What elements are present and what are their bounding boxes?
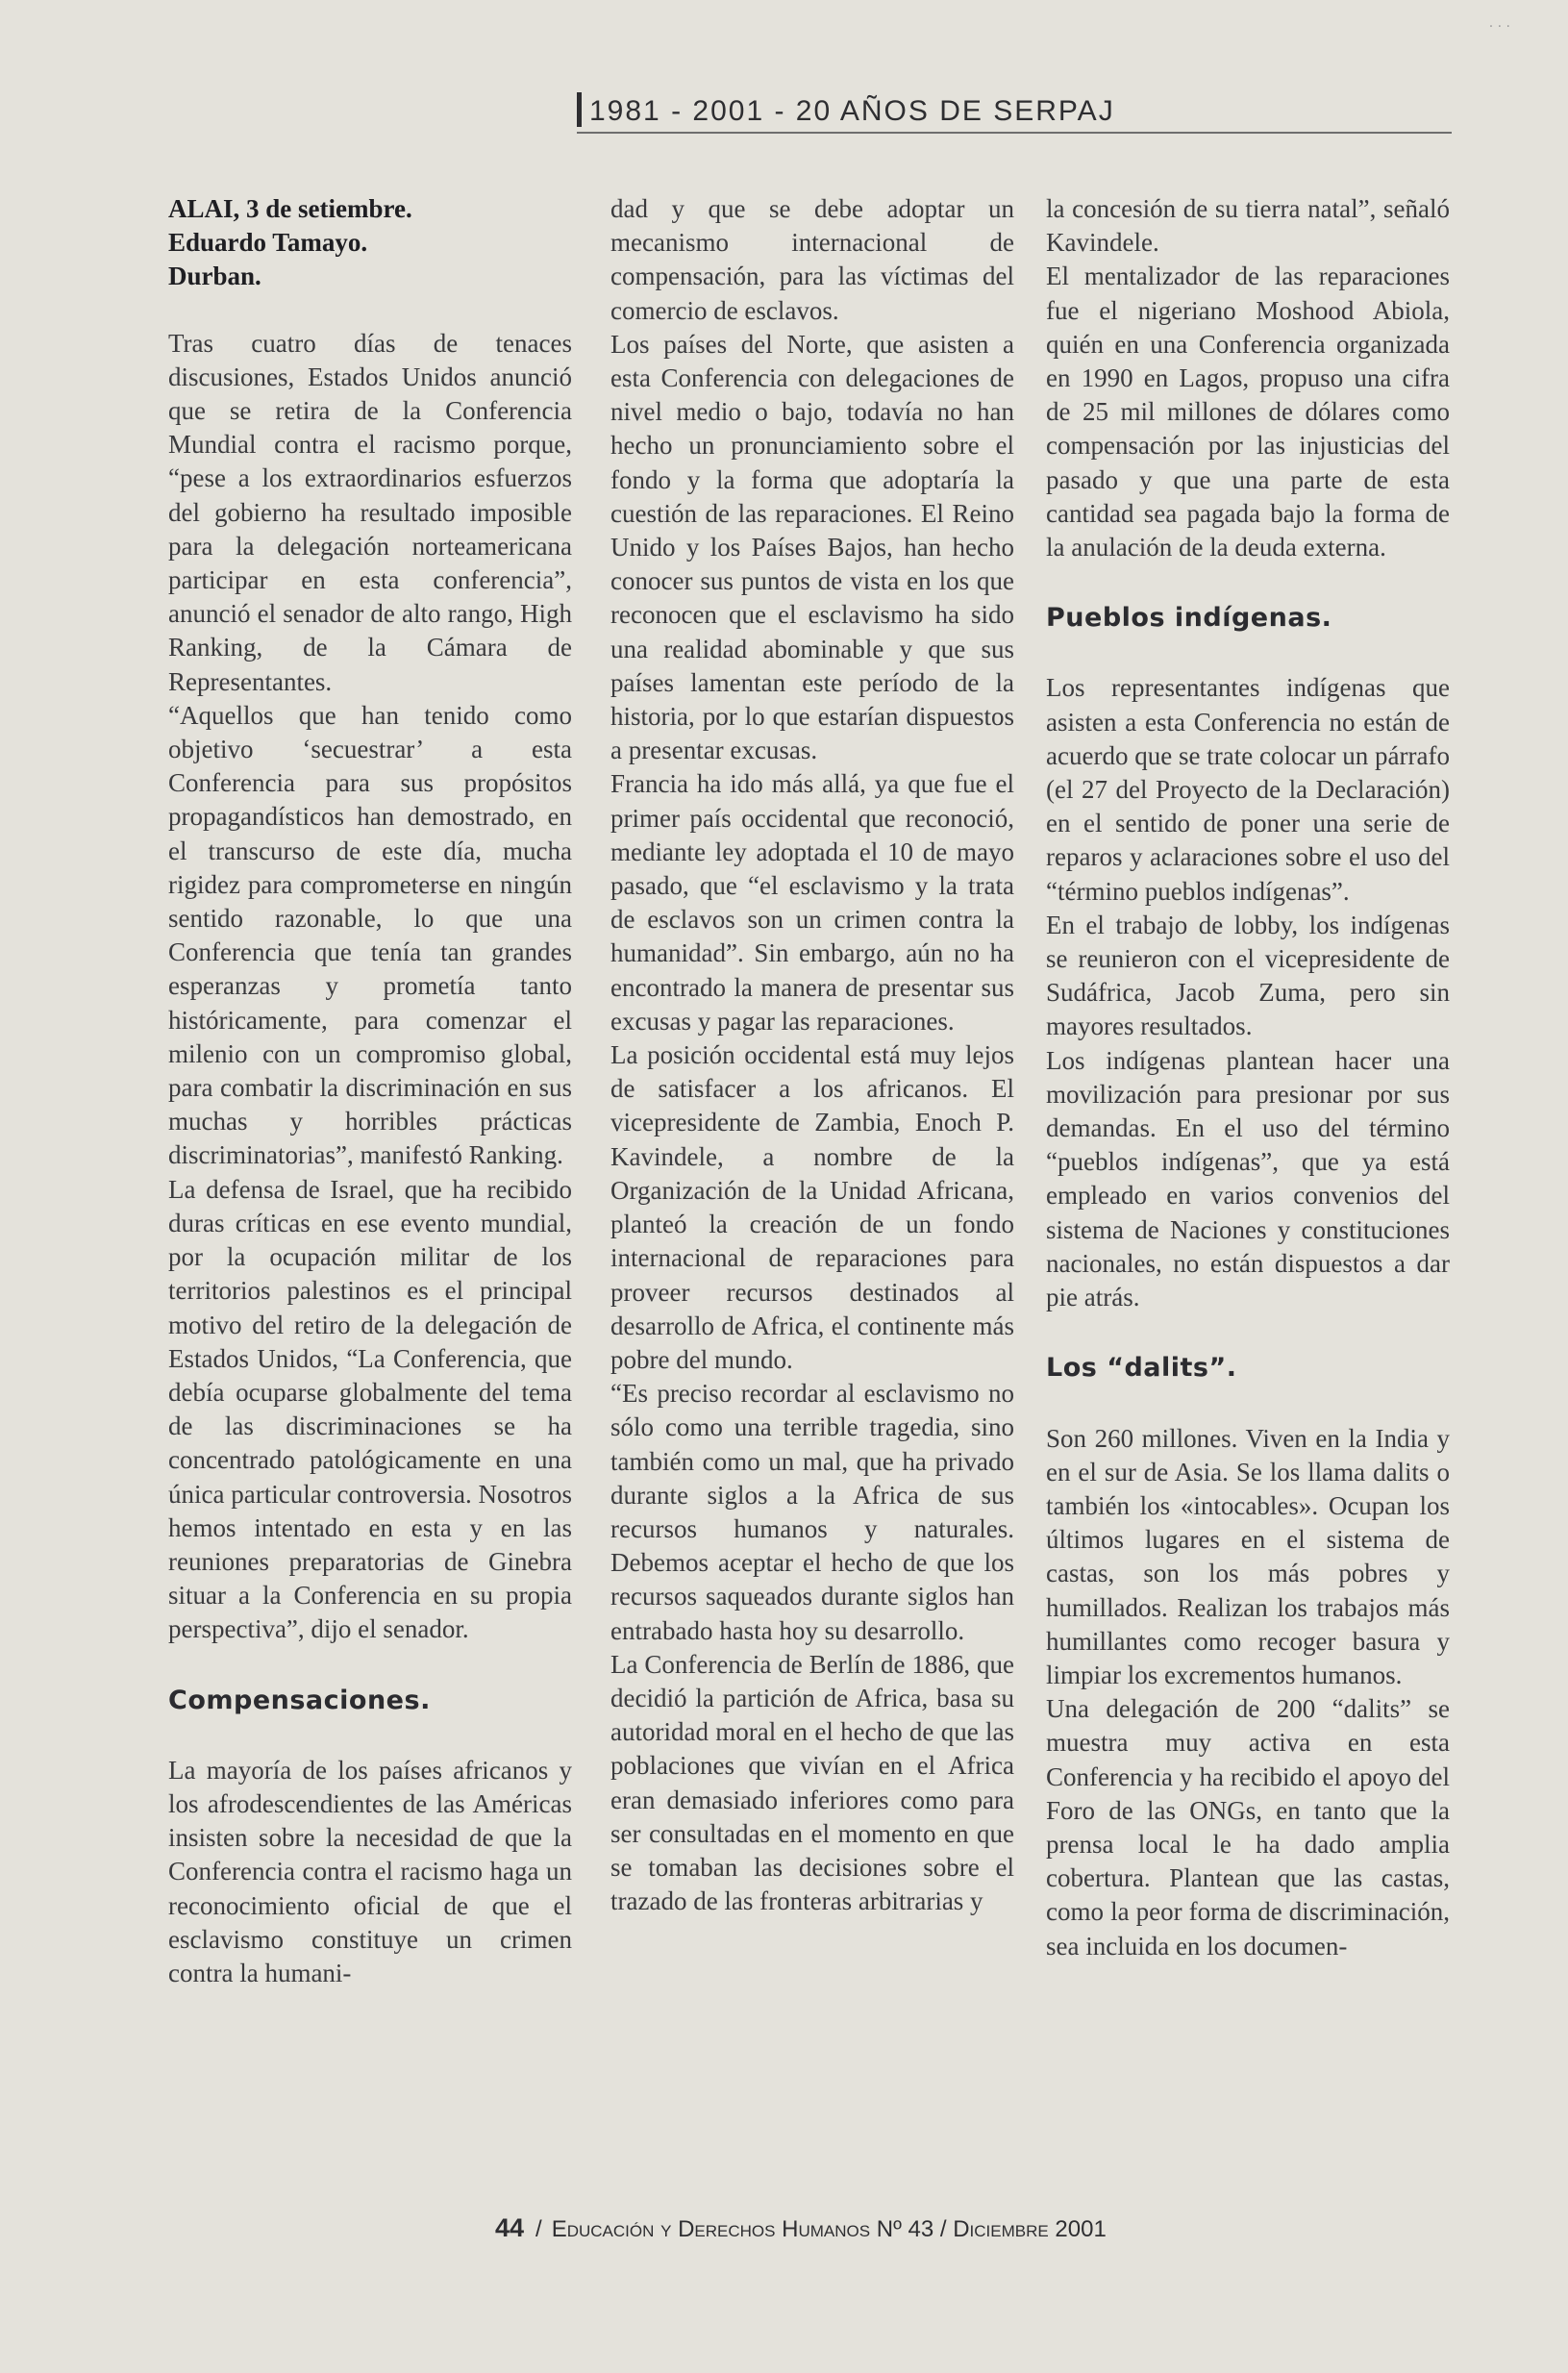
paragraph: dad y que se debe adoptar un mecanismo internacional de compensación, para las víctimas del comercio de esclavos. [610, 194, 1014, 325]
running-header [577, 92, 1115, 128]
header-bar [577, 92, 582, 127]
column-3 [1046, 192, 1450, 1963]
paragraph: Son 260 millones. Viven en la India y en el sur de Asia. Se los llama dalits o también los «intocables». Ocupan los últimos lugares en el sistema de castas, son los más pobres y humillados. Realizan los trabajos más humillantes como recoger basura y limpiar los excrementos humanos. [1046, 1423, 1450, 1689]
paragraph: Los países del Norte, que asisten a esta Conferencia con delegaciones de nivel medio o bajo, todavía no han hecho un pronunciamiento sobre el fondo y la forma que adoptaría la cuestión de las reparaciones. El Reino Unido y los Países Bajos, han hecho conocer sus puntos de vista en los que reconocen que el esclavismo ha sido una realidad abominable y que sus países lamentan este período de la historia, por lo que estarían dispuestos a presentar excusas. [610, 329, 1014, 765]
header-title: 1981 - 2001 - 20 AÑOS DE SERPAJ [589, 95, 1115, 127]
column-1 [168, 192, 572, 1990]
section-heading-dalits: Los “dalits”. [1046, 1353, 1237, 1384]
page-footer [495, 2213, 1107, 2243]
paragraph: Los representantes indígenas que asisten a esta Conferencia no están de acuerdo que se trate colocar un párrafo (el 27 del Proyecto de la Declaración) en el sentido de poner una serie de reparos y aclaraciones sobre el uso del “término pueblos indígenas”. [1046, 673, 1450, 906]
paragraph: la concesión de su tierra natal”, señaló Kavindele. [1046, 194, 1450, 258]
paragraph: “Aquellos que han tenido como objetivo ‘secuestrar’ a esta Conferencia para sus propósitos propagandísticos han demostrado, en el transcurso de este día, mucha rigidez para comprometerse en ningún sentido razonable, lo que una Conferencia que tenía tan grandes esperanzas y prometía tanto históricamente, para comenzar el milenio con un compromiso global, para combatir la discriminación en sus muchas y horribles prácticas discriminatorias”, manifestó Ranking. [168, 700, 572, 1170]
section-heading-pueblos-indigenas: Pueblos indígenas. [1046, 603, 1332, 634]
dateline [168, 192, 572, 294]
header-rule [577, 132, 1452, 134]
dateline-agency: ALAI, 3 de setiembre. [168, 194, 412, 223]
paragraph: El mentalizador de las reparaciones fue el nigeriano Moshood Abiola, quién en una Conferencia organizada en 1990 en Lagos, propuso una cifra de 25 mil millones de dólares como compensación por las injusticias del pasado y que una parte de esta cantidad sea pagada bajo la forma de la anulación de la deuda externa. [1046, 262, 1450, 562]
paragraph: La posición occidental está muy lejos de satisfacer a los africanos. El vicepresidente de Zambia, Enoch P. Kavindele, a nombre de la Organización de la Unidad Africana, planteó la creación de un fondo internacional de reparaciones para proveer recursos destinados al desarrollo de Africa, el continente más pobre del mundo. [610, 1040, 1014, 1374]
paragraph: Una delegación de 200 “dalits” se muestra muy activa en esta Conferencia y ha recibido el apoyo del Foro de las ONGs, en tanto que la prensa local le ha dado amplia cobertura. Plantean que las castas, como la peor forma de discriminación, sea incluida en los documen- [1046, 1694, 1450, 1961]
column-2 [610, 192, 1014, 1918]
scan-speck: · · · [1488, 19, 1510, 35]
paragraph: Tras cuatro días de tenaces discusiones, Estados Unidos anunció que se retira de la Conferencia Mundial contra el racismo porque, “pese a los extraordinarios esfuerzos del gobierno ha resultado imposible para la delegación norteamericana participar en esta conferencia”, anunció el senador de alto rango, High Ranking, de la Cámara de Representantes. [168, 328, 572, 696]
paragraph: “Es preciso recordar al esclavismo no sólo como una terrible tragedia, sino también como un mal, que ha privado durante siglos a la Africa de sus recursos humanos y naturales. Debemos aceptar el hecho de que los recursos saqueados durante siglos han entrabado hasta hoy su desarrollo. [610, 1379, 1014, 1645]
dateline-place: Durban. [168, 262, 261, 291]
paragraph: La Conferencia de Berlín de 1886, que decidió la partición de Africa, basa su autoridad moral en el hecho de que las poblaciones que vivían en el Africa eran demasiado inferiores como para ser consultadas en el momento en que se tomaban las decisiones sobre el trazado de las fronteras arbitrarias y [610, 1649, 1014, 1916]
paragraph: La defensa de Israel, que ha recibido duras críticas en ese evento mundial, por la ocupación militar de los territorios palestinos es el principal motivo del retiro de la delegación de Estados Unidos, “La Conferencia, que debía ocuparse globalmente del tema de las discriminaciones se ha concentrado patológicamente en una única particular controversia. Nosotros hemos intentado en esta y en las reuniones preparatorias de Ginebra situar a la Conferencia en su propia perspectiva”, dijo el senador. [168, 1174, 572, 1644]
section-heading-compensaciones: Compensaciones. [168, 1685, 431, 1715]
paragraph: La mayoría de los países africanos y los afrodescendientes de las Américas insisten sobre la necesidad de que la Conferencia contra el racismo haga un reconocimiento oficial de que el esclavismo constituye un crimen contra la humani- [168, 1755, 572, 1987]
publication-info: Educación y Derechos Humanos Nº 43 / Diciembre 2001 [551, 2216, 1107, 2242]
paragraph: En el trabajo de lobby, los indígenas se reunieron con el vicepresidente de Sudáfrica, Jacob Zuma, pero sin mayores resultados. [1046, 910, 1450, 1041]
page-number: 44 [495, 2213, 525, 2242]
footer-separator: / [535, 2216, 542, 2242]
paragraph: Francia ha ido más allá, ya que fue el primer país occidental que reconoció, mediante ley adoptada el 10 de mayo pasado, que “el esclavismo y la trata de esclavos son un crimen contra la humanidad”. Sin embargo, aún no ha encontrado la manera de presentar sus excusas y pagar las reparaciones. [610, 769, 1014, 1036]
paragraph: Los indígenas plantean hacer una movilización para presionar por sus demandas. En el uso del término “pueblos indígenas”, que ya está empleado en varios convenios del sistema de Naciones y constituciones nacionales, no están dispuestos a dar pie atrás. [1046, 1045, 1450, 1312]
dateline-author: Eduardo Tamayo. [168, 228, 368, 258]
